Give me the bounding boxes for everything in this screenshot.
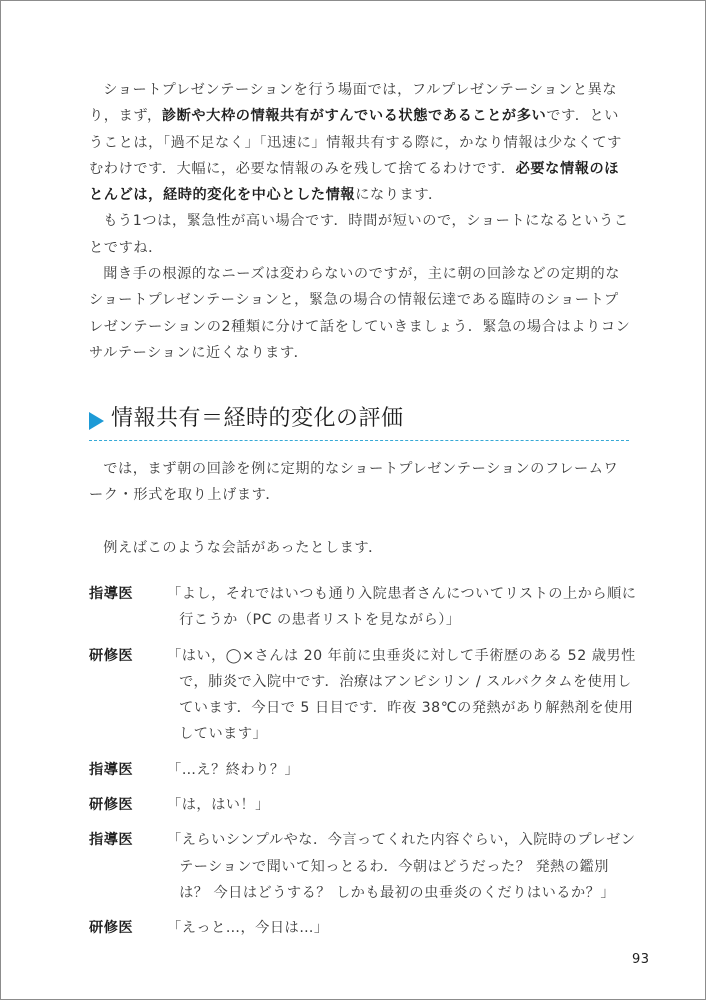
body-paragraph [89,77,633,208]
section-heading-title: 情報共有＝経時的変化の評価 [111,406,404,431]
body-paragraphs [89,77,633,366]
speaker-label: 指導医 [89,586,134,602]
dialogue-line [89,827,637,906]
intro-paragraph: 例えばこのような会話があったとします． [103,539,383,556]
speaker-label: 指導医 [89,761,134,778]
speaker-label: 研修医 [89,797,134,814]
section-intro [89,456,633,561]
speech-text: 「えっと…，今日は…」 [167,920,329,937]
dialogue-line [89,915,637,941]
speech-text: 「よし，それではいつも通り入院患者さんについてリストの上から順に行こうか（PC の患者リストを見ながら）」 [167,586,637,629]
page-number: 93 [632,952,650,967]
speaker-label: 研修医 [89,920,134,937]
dialogue-line [89,757,637,783]
speaker-label: 研修医 [89,647,134,664]
dialogue-line [89,643,637,748]
paragraph-text: 聞き手の根源的なニーズは変わらないのですが，主に朝の回診などの定期的なショートプレゼンテーションと，緊急の場合の情報伝達である臨時のショートプレゼンテーションの2種類に分けて話をしていきましょう．緊急の場合はよりコンサルテーションに近くなります． [89,266,631,361]
triangle-bullet-icon [89,412,104,430]
dialogue-line [89,581,637,634]
emphasis-text: 診断や大枠の情報共有がすんでいる状態であることが多い [161,108,547,125]
intro-paragraph: では，まず朝の回診を例に定期的なショートプレゼンテーションのフレームワーク・形式を取り上げます． [89,461,619,504]
body-paragraph [89,261,633,366]
speech-text: 「は，はい！」 [167,797,270,814]
speech-text: 「はい，◯×さんは 20 年前に虫垂炎に対して手術歴のある 52 歳男性で，肺炎で入院中です．治療はアンピシリン / スルバクタムを使用しています．今日で 5 日目です．昨夜 38℃の発熱があり解熱剤を使用しています」 [167,647,636,743]
dialogue-line [89,792,637,818]
speech-text: 「…え？終わり？」 [167,761,300,778]
section-heading [89,404,629,441]
body-paragraph [89,208,633,261]
paragraph-text: になります． [355,187,443,204]
dialogue-block [89,581,637,951]
paragraph-text: です．ということは，「過不足なく」「迅速に」情報共有する際に，かなり情報は少なくてすむわけです．大幅に，必要な情報のみを残して捨てるわけです． [89,108,622,177]
paragraph-text: ショートプレゼンテーションを行う場面では，フルプレゼンテーションと異なり，まず， [89,82,618,125]
speech-text: 「えらいシンプルやな．今言ってくれた内容ぐらい，入院時のプレゼンテーションで聞いて知っとるわ．今朝はどうだった？ 発熱の鑑別は？ 今日はどうする？ しかも最初の虫垂炎のくだりはいるか？」 [167,832,636,901]
emphasis-text: 必要な情報のほとんどは，経時的変化を中心とした情報 [89,160,620,204]
paragraph-text: もう1つは，緊急性が高い場合です．時間が短いので，ショートになるということですね． [89,213,629,256]
speaker-label: 指導医 [89,832,134,849]
